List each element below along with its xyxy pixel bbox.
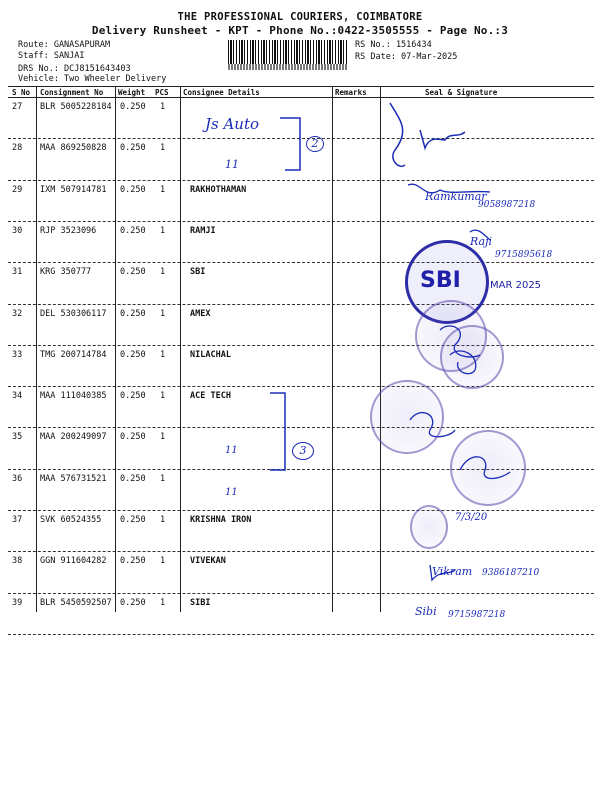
row-consignee: VIVEKAN (190, 556, 226, 567)
signature-32 (440, 326, 480, 357)
row-pcs: 1 (160, 267, 166, 278)
handwritten-phone-38: 9386187210 (482, 568, 540, 578)
row-weight: 0.250 (120, 473, 146, 484)
row-sno: 27 (12, 102, 23, 112)
rs-date: RS Date: 07-Mar-2025 (355, 52, 458, 62)
row-pcs: 1 (160, 184, 166, 195)
row-sno: 38 (12, 556, 23, 567)
ditto-mark-36: 11 (225, 487, 238, 498)
row-sno: 30 (12, 225, 23, 236)
sbi-stamp-date: MAR 2025 (490, 280, 542, 291)
row-consignment-no: MAA 576731521 (40, 473, 107, 484)
row-weight: 0.250 (120, 267, 146, 278)
handwritten-phone-30: 9715895618 (495, 250, 553, 260)
col-header-seal: Seal & Signature (425, 88, 498, 97)
row-consignment-no: DEL 530306117 (40, 308, 107, 319)
row-consignee: SIBI (190, 597, 211, 608)
row-consignment-no: BLR 5450592507 (40, 597, 112, 608)
row-consignment-no: MAA 111040385 (40, 391, 107, 402)
row-sno: 33 (12, 349, 23, 360)
signature-28 (420, 130, 465, 148)
route-label: Route: GANASAPURAM (18, 40, 111, 50)
col-header-remarks: Remarks (335, 88, 367, 97)
row-consignment-no: BLR 5005228184 (40, 102, 112, 112)
row-pcs: 1 (160, 102, 166, 112)
row-consignment-no: RJP 3523096 (40, 225, 97, 236)
row-weight: 0.250 (120, 391, 146, 402)
row-weight: 0.250 (120, 308, 146, 319)
row-consignee: KRISHNA IRON (190, 515, 252, 525)
row-pcs: 1 (160, 225, 166, 236)
ditto-mark-28: 11 (225, 158, 239, 171)
row-sno: 32 (12, 308, 23, 319)
circled-number-2: 2 (306, 136, 324, 152)
handwritten-name-38: Vikram (432, 565, 473, 578)
row-weight: 0.250 (120, 102, 146, 112)
row-sno: 31 (12, 267, 23, 278)
row-consignee: ACE TECH (190, 391, 231, 402)
row-consignee: RAMJI (190, 225, 216, 236)
col-header-weight: Weight (118, 88, 146, 97)
signature-36 (460, 457, 510, 479)
row-consignment-no: MAA 869250828 (40, 143, 107, 154)
row-weight: 0.250 (120, 349, 146, 360)
col-header-consignee: Consignee Details (183, 88, 260, 97)
handwritten-date-37: 7/3/20 (455, 512, 488, 523)
row-pcs: 1 (160, 515, 166, 525)
col-header-consignment: Consignment No (40, 88, 104, 97)
row-consignee: AMEX (190, 308, 211, 319)
row-consignment-no: GGN 911604282 (40, 556, 107, 567)
row-pcs: 1 (160, 432, 166, 443)
circled-number-3: 3 (292, 442, 314, 460)
ditto-mark-35: 11 (225, 445, 238, 456)
row-sno: 35 (12, 432, 23, 443)
signature-27 (390, 103, 405, 166)
handwritten-name-39: Sibi (415, 605, 437, 618)
row-weight: 0.250 (120, 556, 146, 567)
signature-33 (450, 351, 476, 374)
row-pcs: 1 (160, 349, 166, 360)
handwritten-phone-29: 9058987218 (478, 200, 536, 210)
col-header-pcs: PCS (155, 88, 169, 97)
handwritten-phone-39: 9715987218 (448, 610, 506, 620)
row-weight: 0.250 (120, 225, 146, 236)
row-sno: 39 (12, 597, 23, 608)
row-pcs: 1 (160, 308, 166, 319)
row-pcs: 1 (160, 556, 166, 567)
handwritten-name-30: Raji (470, 235, 493, 248)
runsheet-subtitle: Delivery Runsheet - KPT - Phone No.:0422-3505555 - Page No.:3 (91, 24, 509, 37)
row-consignment-no: TMG 200714784 (40, 349, 107, 360)
row-consignment-no: SVK 60524355 (40, 515, 102, 525)
row-consignee: NILACHAL (190, 349, 231, 360)
row-consignment-no: MAA 200249097 (40, 432, 107, 443)
handwritten-name-29: Ramkumar (425, 190, 487, 203)
bracket-34-36 (270, 393, 285, 470)
handwritten-js-auto: Js Auto (205, 115, 260, 133)
staff-label: Staff: SANJAI (18, 51, 85, 61)
signature-35 (410, 413, 455, 437)
drs-number: DRS No.: DCJ8151643403 (18, 64, 131, 74)
sbi-logo-text: SBI (420, 268, 461, 293)
row-pcs: 1 (160, 473, 166, 484)
row-pcs: 1 (160, 597, 166, 608)
row-sno: 28 (12, 143, 23, 154)
row-consignment-no: KRG 350777 (40, 267, 92, 278)
rs-number: RS No.: 1516434 (355, 40, 432, 50)
row-sno: 36 (12, 473, 23, 484)
row-consignee: SBI (190, 267, 206, 278)
row-consignee: RAKHOTHAMAN (190, 184, 247, 195)
row-consignment-no: IXM 507914781 (40, 184, 107, 195)
row-weight: 0.250 (120, 432, 146, 443)
row-weight: 0.250 (120, 184, 146, 195)
row-weight: 0.250 (120, 515, 146, 525)
row-pcs: 1 (160, 391, 166, 402)
row-pcs: 1 (160, 143, 166, 154)
row-sno: 37 (12, 515, 23, 525)
vehicle-label: Vehicle: Two Wheeler Delivery (18, 74, 167, 84)
col-header-sno: S No (12, 88, 31, 97)
bracket-27-28 (280, 118, 300, 170)
row-weight: 0.250 (120, 597, 146, 608)
row-sno: 29 (12, 184, 23, 195)
row-weight: 0.250 (120, 143, 146, 154)
runsheet-company-title: THE PROFESSIONAL COURIERS, COIMBATORE (177, 11, 423, 23)
row-sno: 34 (12, 391, 23, 402)
